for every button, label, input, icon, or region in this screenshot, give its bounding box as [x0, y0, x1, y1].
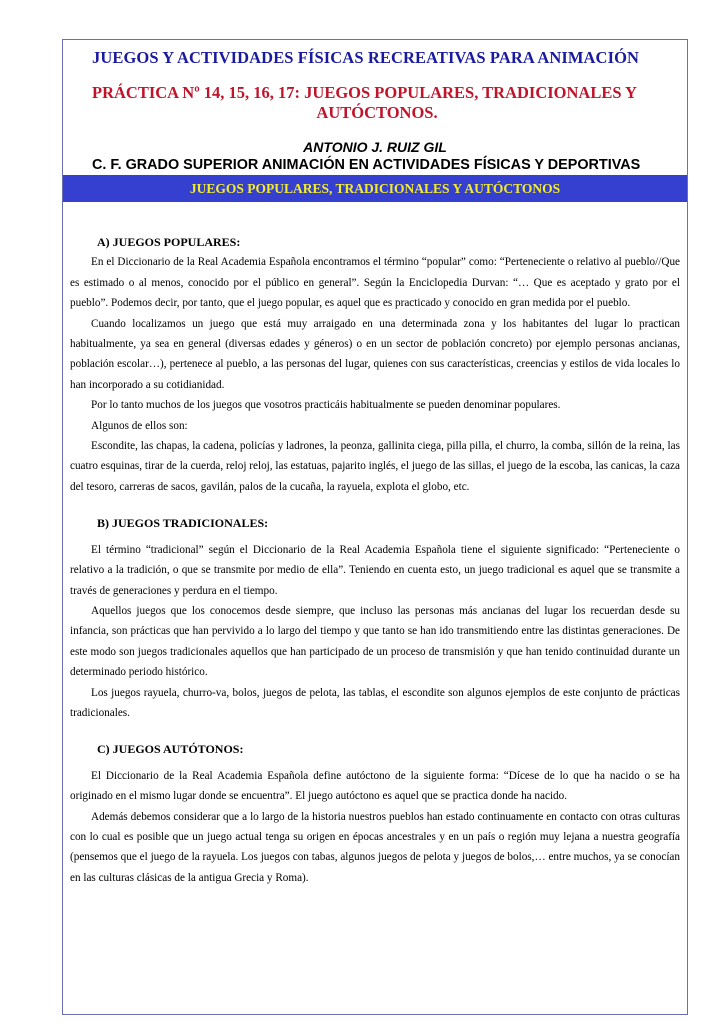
paragraph: Algunos de ellos son: [91, 419, 188, 432]
section-heading-traditional: B) JUEGOS TRADICIONALES: [97, 516, 269, 531]
document-title: JUEGOS Y ACTIVIDADES FÍSICAS RECREATIVAS PARA ANIMACIÓN [92, 48, 640, 67]
paragraph: Escondite, las chapas, la cadena, policías y ladrones, la peonza, gallinita ciega, pilla pilla, el churro, la comba, sillón de la reina, las cuatro esquinas, tirar de la cuerda, reloj reloj, las estatuas, pajarito inglés, el juego de las sillas, el juego de la escoba, las canicas, la caza del tesoro, carreras de sacos, gavilán, palos de la cucaña, la rayuela, explota el globo, etc. [70, 440, 680, 493]
paragraph: Aquellos juegos que los conocemos desde siempre, que incluso las personas más ancianas del lugar los recuerdan desde su infancia, son prácticas que han pervivido a lo largo del tiempo y que tanto se han ido transmitiendo entre las distintas generaciones. De este modo son juegos tradicionales aquellos que han participado de un proceso de transmisión y que han tenido continuidad durante un determinado periodo histórico. [70, 604, 680, 679]
section-heading-popular: A) JUEGOS POPULARES: [97, 235, 241, 249]
practice-title [92, 83, 682, 123]
practice-title-line1: PRÁCTICA Nº 14, 15, 16, 17: JUEGOS POPULARES, TRADICIONALES Y [92, 83, 637, 102]
author-name: ANTONIO J. RUIZ GIL [303, 139, 447, 155]
paragraph: El Diccionario de la Real Academia Española define autóctono de la siguiente forma: “Dícese de lo que ha nacido o se ha originado en el mismo lugar donde se encuentra”. El juego autóctono es aquel que se practica donde ha nacido. [70, 769, 680, 803]
paragraph: Cuando localizamos un juego que está muy arraigado en una determinada zona y los habitantes del lugar lo practican habitualmente, ya sea en general (diversas edades y géneros) o en un sector de población concreto) por ejemplo personas ancianas, población escolar…), pertenece al pueblo, a las personas del lugar, quienes con sus características, creencias y estilos de vida locales lo han incorporado a su cotidianidad. [70, 317, 680, 391]
paragraph: Además debemos considerar que a lo largo de la historia nuestros pueblos han estado continuamente en contacto con otras culturas con lo cual es posible que un juego actual tenga su origen en épocas ancestrales y en un país o región muy lejana a nuestra geografía (pensemos que el juego de la rayuela. Los juegos con tabas, algunos juegos de pelota y juegos de bolos,… entre muchos, ya se conocían en las culturas clásicas de la antigua Grecia y Roma). [70, 810, 680, 884]
section-banner-title: JUEGOS POPULARES, TRADICIONALES Y AUTÓCTONOS [189, 181, 561, 196]
paragraph: Por lo tanto muchos de los juegos que vosotros practicáis habitualmente se pueden denominar populares. [91, 399, 561, 412]
paragraph: El término “tradicional” según el Diccionario de la Real Academia Española tiene el siguiente significado: “Perteneciente o relativo a la tradición, o que se transmite por medio de ella”. Teniendo en cuenta esto, un juego tradicional es aquel que se transmite a través de generaciones y perdura en el tiempo. [70, 543, 680, 597]
course-name: C. F. GRADO SUPERIOR ANIMACIÓN EN ACTIVIDADES FÍSICAS Y DEPORTIVAS [92, 157, 641, 173]
practice-title-line2: AUTÓCTONOS. [316, 103, 438, 122]
section-heading-autochthonous: C) JUEGOS AUTÓTONOS: [97, 742, 244, 757]
paragraph: En el Diccionario de la Real Academia Española encontramos el término “popular” como: “Perteneciente o relativo al pueblo//Que es estimado o al menos, conocido por el público en general”. Según la Enciclopedia Durvan: “… Que es aceptado y grato por el pueblo”. Podemos decir, por tanto, que el juego popular, es aquel que es practicado y conocido en gran medida por el pueblo. [70, 256, 680, 310]
paragraph: Los juegos rayuela, churro-va, bolos, juegos de pelota, las tablas, el escondite son algunos ejemplos de este conjunto de prácticas tradicionales. [70, 686, 680, 719]
document-body [70, 232, 680, 888]
